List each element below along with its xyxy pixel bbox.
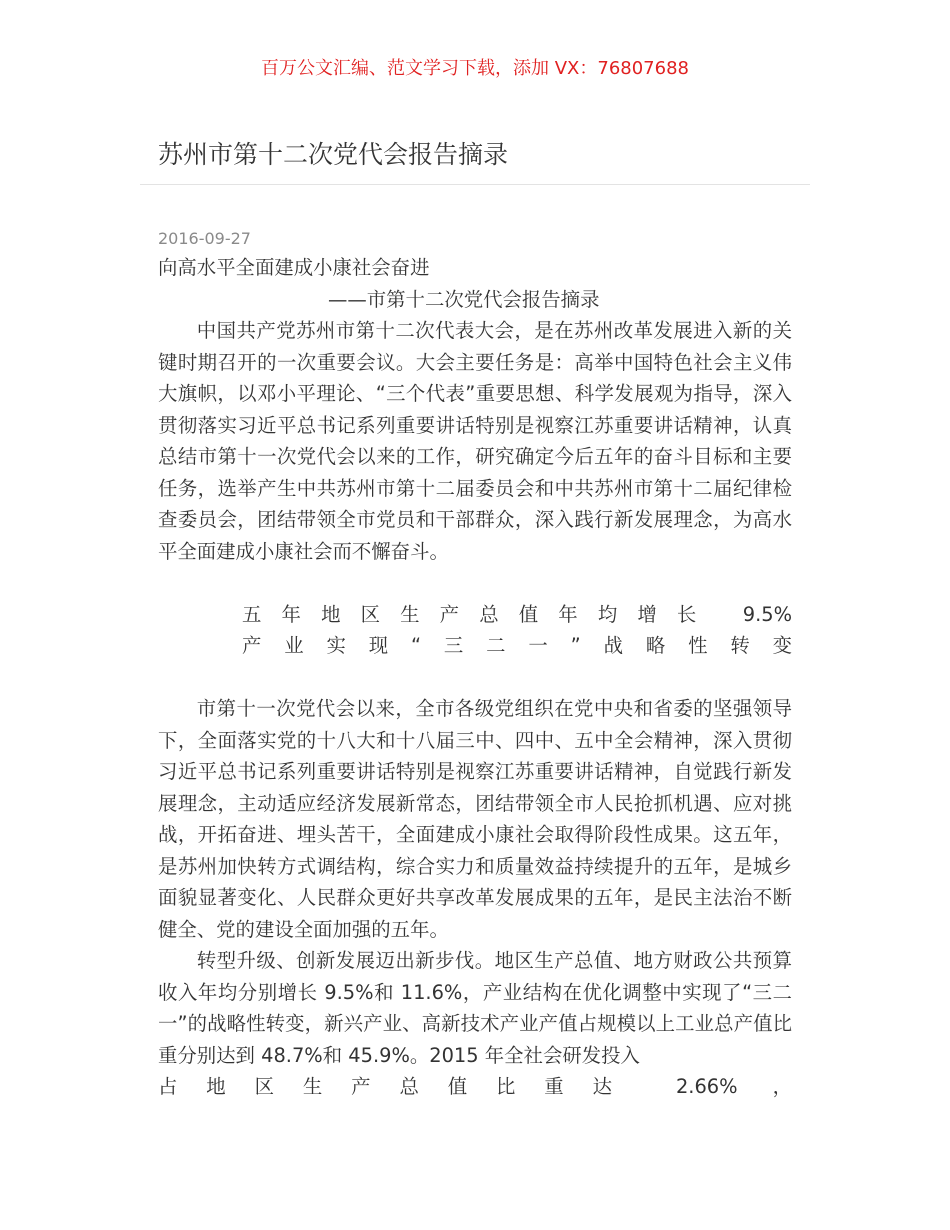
page-title: 苏州市第十二次党代会报告摘录	[158, 140, 509, 169]
article-subtitle-sub: ——市第十二次党代会报告摘录	[328, 287, 600, 311]
article-paragraph-continuation: 占地区生产总值比重达 2.66% ，	[158, 1075, 792, 1098]
article-paragraph: 市第十一次党代会以来，全市各级党组织在党中央和省委的坚强领导下，全面落实党的十八大和十八届三中、四中、五中全会精神，深入贯彻习近平总书记系列重要讲话特别是视察江苏重要讲话精神，自觉践行新发展理念，主动适应经济发展新常态，团结带领全市人民抢抓机遇、应对挑战，开拓奋进、埋头苦干，全面建成小康社会取得阶段性成果。这五年，是苏州加快转方式调结构，综合实力和质量效益持续提升的五年，是城乡面貌显著变化、人民群众更好共享改革发展成果的五年，是民主法治不断健全、党的建设全面加强的五年。	[158, 697, 792, 941]
publish-date: 2016-09-27	[158, 229, 251, 248]
article-subtitle-main: 向高水平全面建成小康社会奋进	[158, 256, 430, 279]
paragraph-spacer	[158, 567, 792, 599]
article-body	[158, 252, 792, 1103]
title-divider	[140, 184, 810, 185]
article-paragraph: 转型升级、创新发展迈出新步伐。地区生产总值、地方财政公共预算收入年均分别增长 9.5%和 11.6%，产业结构在优化调整中实现了“三二一”的战略性转变，新兴产业、高新技术产业产值占规模以上工业总产值比重分别达到 48.7%和 45.9%。2015 年全社会研发投入	[158, 949, 792, 1067]
section-heading: 五年地区生产总值年均增长 9.5%	[242, 602, 792, 626]
article-paragraph: 中国共产党苏州市第十二次代表大会，是在苏州改革发展进入新的关键时期召开的一次重要会议。大会主要任务是：高举中国特色社会主义伟大旗帜，以邓小平理论、“三个代表”重要思想、科学发展观为指导，深入贯彻落实习近平总书记系列重要讲话特别是视察江苏重要讲话精神，认真总结市第十一次党代会以来的工作，研究确定今后五年的奋斗目标和主要任务，选举产生中共苏州市第十二届委员会和中共苏州市第十二届纪律检查委员会，团结带领全市党员和干部群众，深入践行新发展理念，为高水平全面建成小康社会而不懈奋斗。	[158, 319, 792, 563]
paragraph-spacer	[158, 662, 792, 694]
download-banner: 百万公文汇编、范文学习下载，添加 VX：76807688	[261, 58, 689, 79]
section-heading: 产业实现“三二一”战略性转变	[242, 634, 792, 657]
